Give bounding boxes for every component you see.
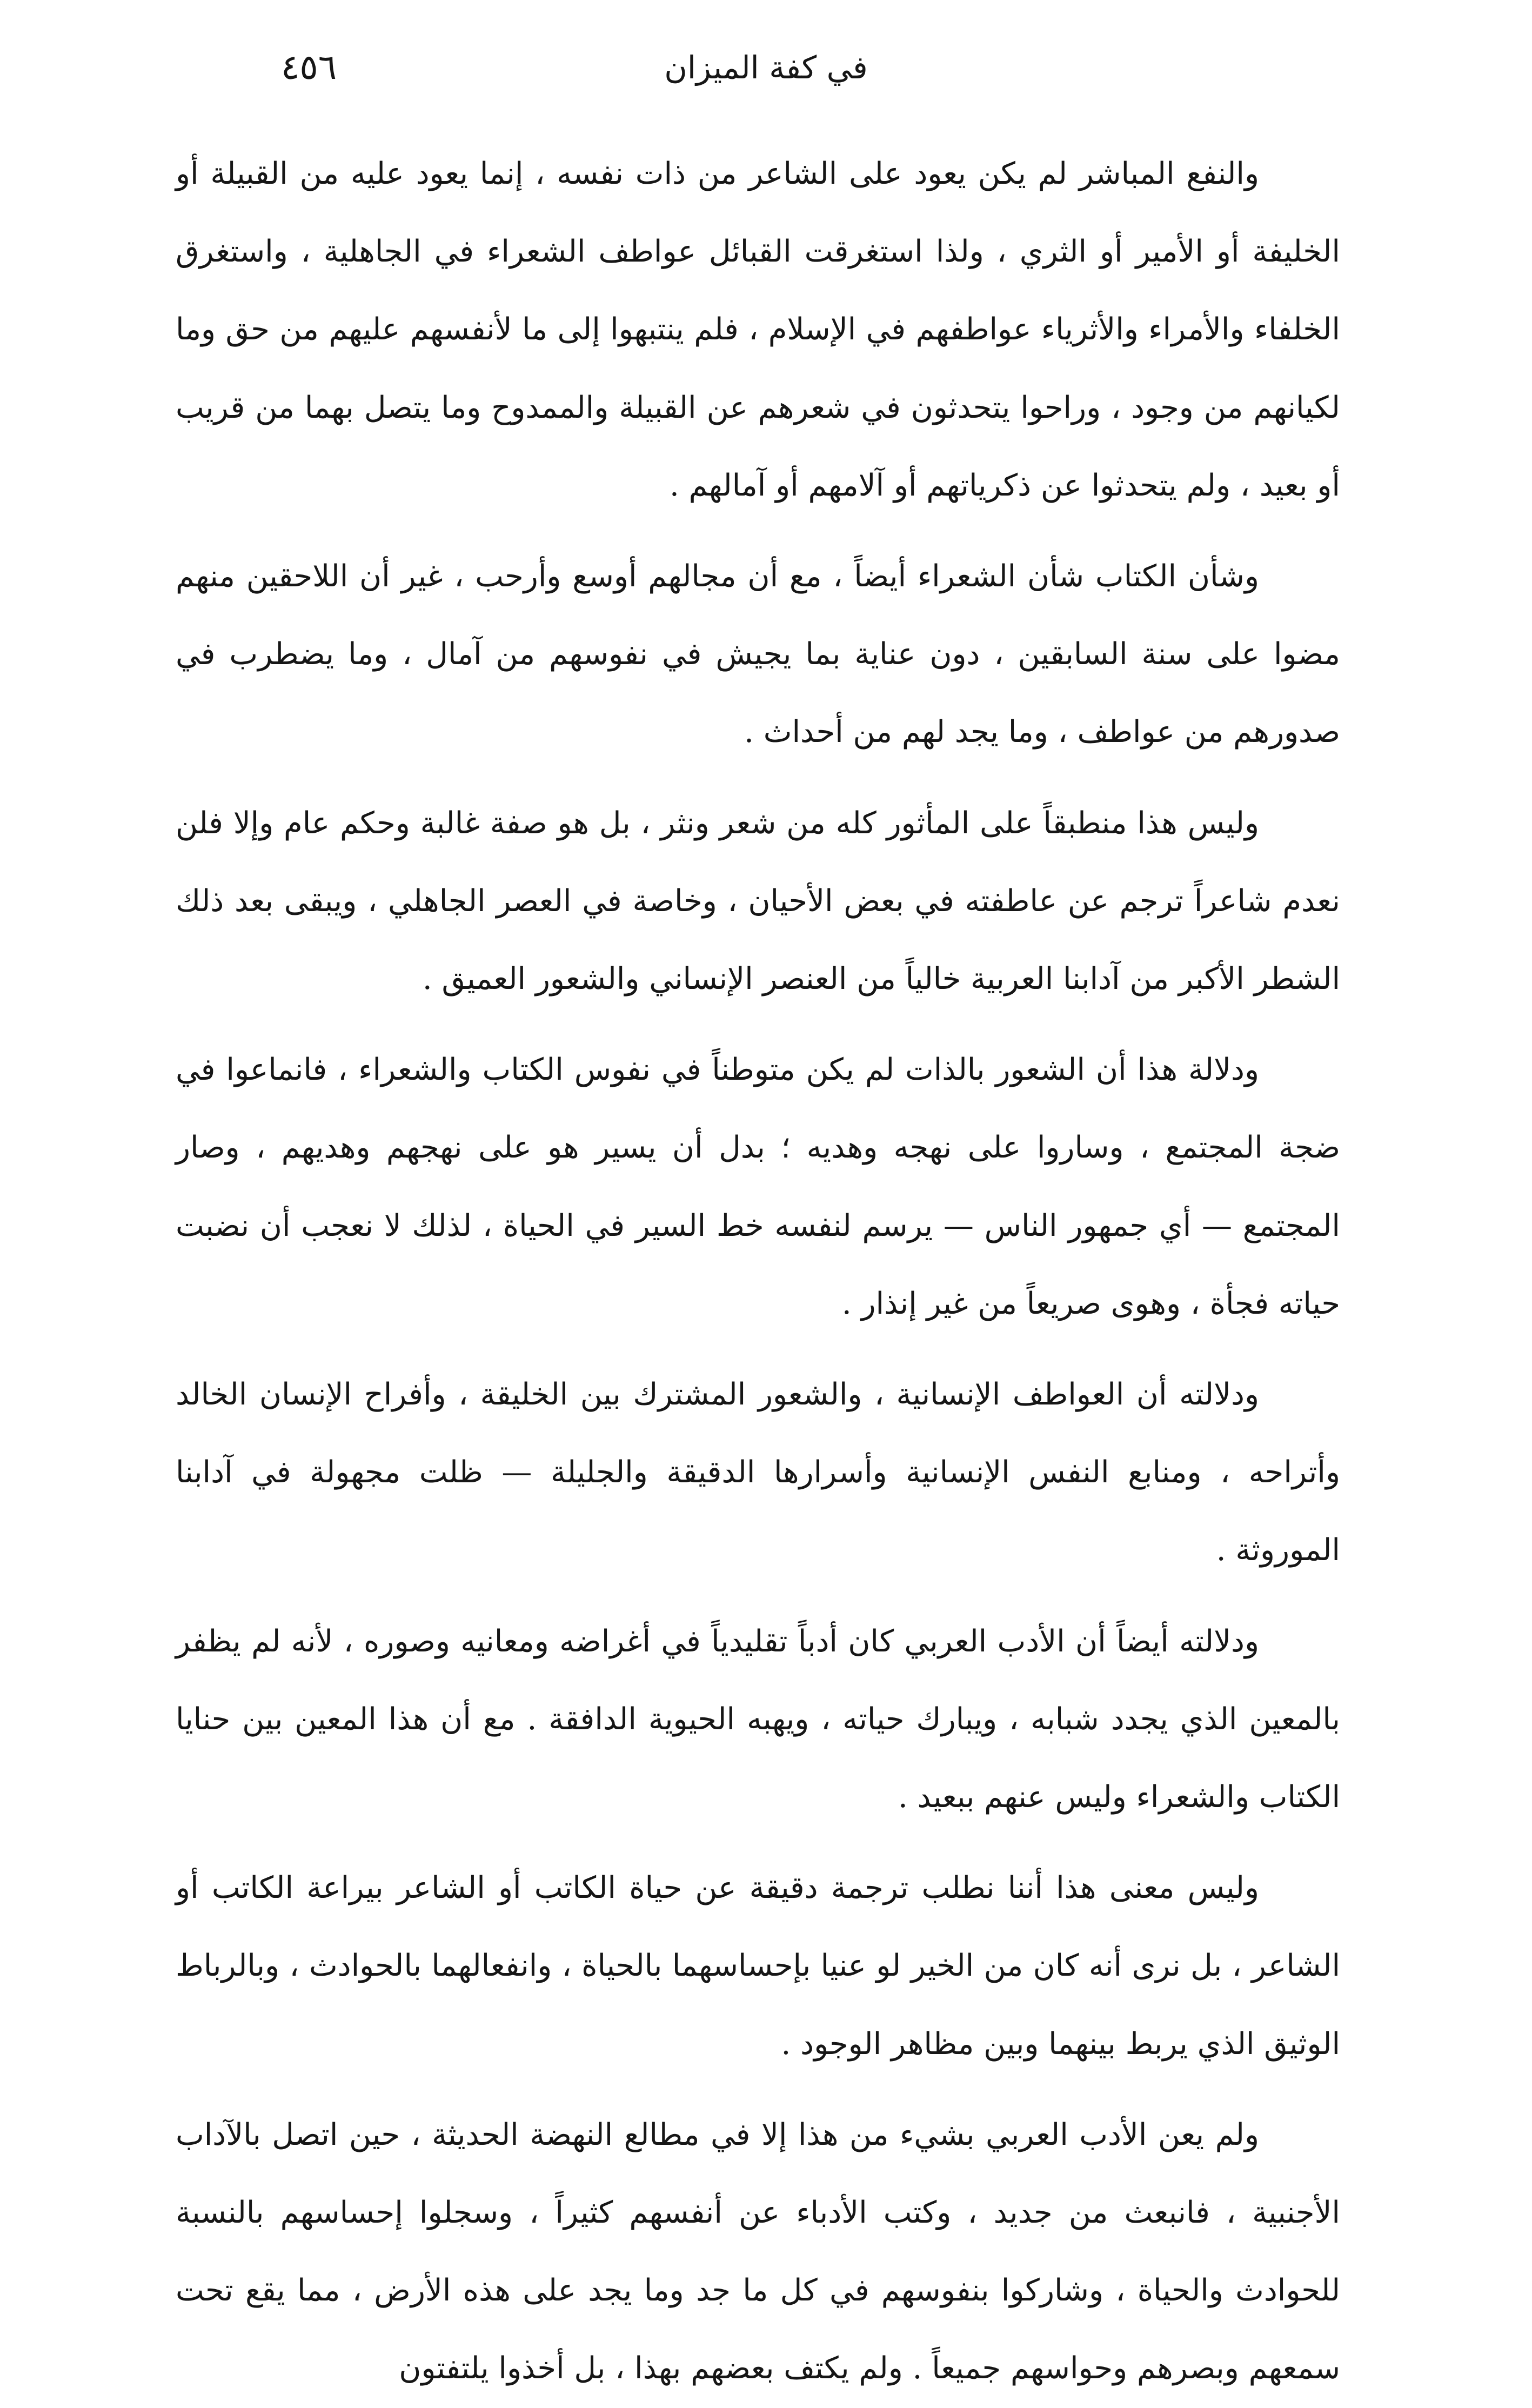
paragraph: ودلالته أن العواطف الإنسانية ، والشعور المشترك بين الخليقة ، وأفراح الإنسان الخالد وأتراحه ، ومنابع النفس الإنسانية وأسرارها الدقيقة والجليلة — ظلت مجهولة في آدابنا الموروثة . [176,1377,1340,1568]
paragraph: والنفع المباشر لم يكن يعود على الشاعر من ذات نفسه ، إنما يعود عليه من القبيلة أو الخليفة أو الأمير أو الثري ، ولذا استغرقت القبائل عواطف الشعراء في الجاهلية ، واستغرق الخلفاء والأمراء والأثرياء عواطفهم في الإسلام ، فلم ينتبهوا إلى ما لأنفسهم عليهم من حق وما لكيانهم من وجود ، وراحوا يتحدثون في شعرهم عن القبيلة والممدوح وما يتصل بهما من قريب أو بعيد ، ولم يتحدثوا عن ذكرياتهم أو آلامهم أو آمالهم . [176,156,1340,503]
paragraph: ودلالة هذا أن الشعور بالذات لم يكن متوطناً في نفوس الكتاب والشعراء ، فانماعوا في ضجة المجتمع ، وساروا على نهجه وهديه ؛ بدل أن يسير هو على نهجهم وهديهم ، وصار المجتمع — أي جمهور الناس — يرسم لنفسه خط السير في الحياة ، لذلك لا نعجب أن نضبت حياته فجأة ، وهوى صريعاً من غير إنذار . [176,1052,1340,1321]
page-header [178,38,1354,97]
paragraph: وليس هذا منطبقاً على المأثور كله من شعر ونثر ، بل هو صفة غالبة وحكم عام وإلا فلن نعدم شاعراً ترجم عن عاطفته في بعض الأحيان ، وخاصة في العصر الجاهلي ، ويبقى بعد ذلك الشطر الأكبر من آدابنا العربية خالياً من العنصر الإنساني والشعور العميق . [176,805,1340,997]
body-text [176,135,1340,2408]
paragraph: ودلالته أيضاً أن الأدب العربي كان أدباً تقليدياً في أغراضه ومعانيه وصوره ، لأنه لم يظفر بالمعين الذي يجدد شبابه ، ويبارك حياته ، ويهبه الحيوية الدافقة . مع أن هذا المعين بين حنايا الكتاب والشعراء وليس عنهم ببعيد . [176,1623,1340,1815]
paragraph: وليس معنى هذا أننا نطلب ترجمة دقيقة عن حياة الكاتب أو الشاعر بيراعة الكاتب أو الشاعر ، بل نرى أنه كان من الخير لو عنيا بإحساسهما بالحياة ، وانفعالهما بالحوادث ، وبالرباط الوثيق الذي يربط بينهما وبين مظاهر الوجود . [176,1870,1340,2062]
page-number: ٤٥٦ [281,48,337,88]
paragraph: ولم يعن الأدب العربي بشيء من هذا إلا في مطالع النهضة الحديثة ، حين اتصل بالآداب الأجنبية ، فانبعث من جديد ، وكتب الأدباء عن أنفسهم كثيراً ، وسجلوا إحساسهم بالنسبة للحوادث والحياة ، وشاركوا بنفوسهم في كل ما جد وما يجد على هذه الأرض ، مما يقع تحت سمعهم وبصرهم وحواسهم جميعاً . ولم يكتف بعضهم بهذا ، بل أخذوا يلتفتون [176,2117,1341,2386]
running-title: في كفة الميزان [664,49,868,86]
paragraph: وشأن الكتاب شأن الشعراء أيضاً ، مع أن مجالهم أوسع وأرحب ، غير أن اللاحقين منهم مضوا على سنة السابقين ، دون عناية بما يجيش في نفوسهم من آمال ، وما يضطرب في صدورهم من عواطف ، وما يجد لهم من أحداث . [176,559,1340,750]
